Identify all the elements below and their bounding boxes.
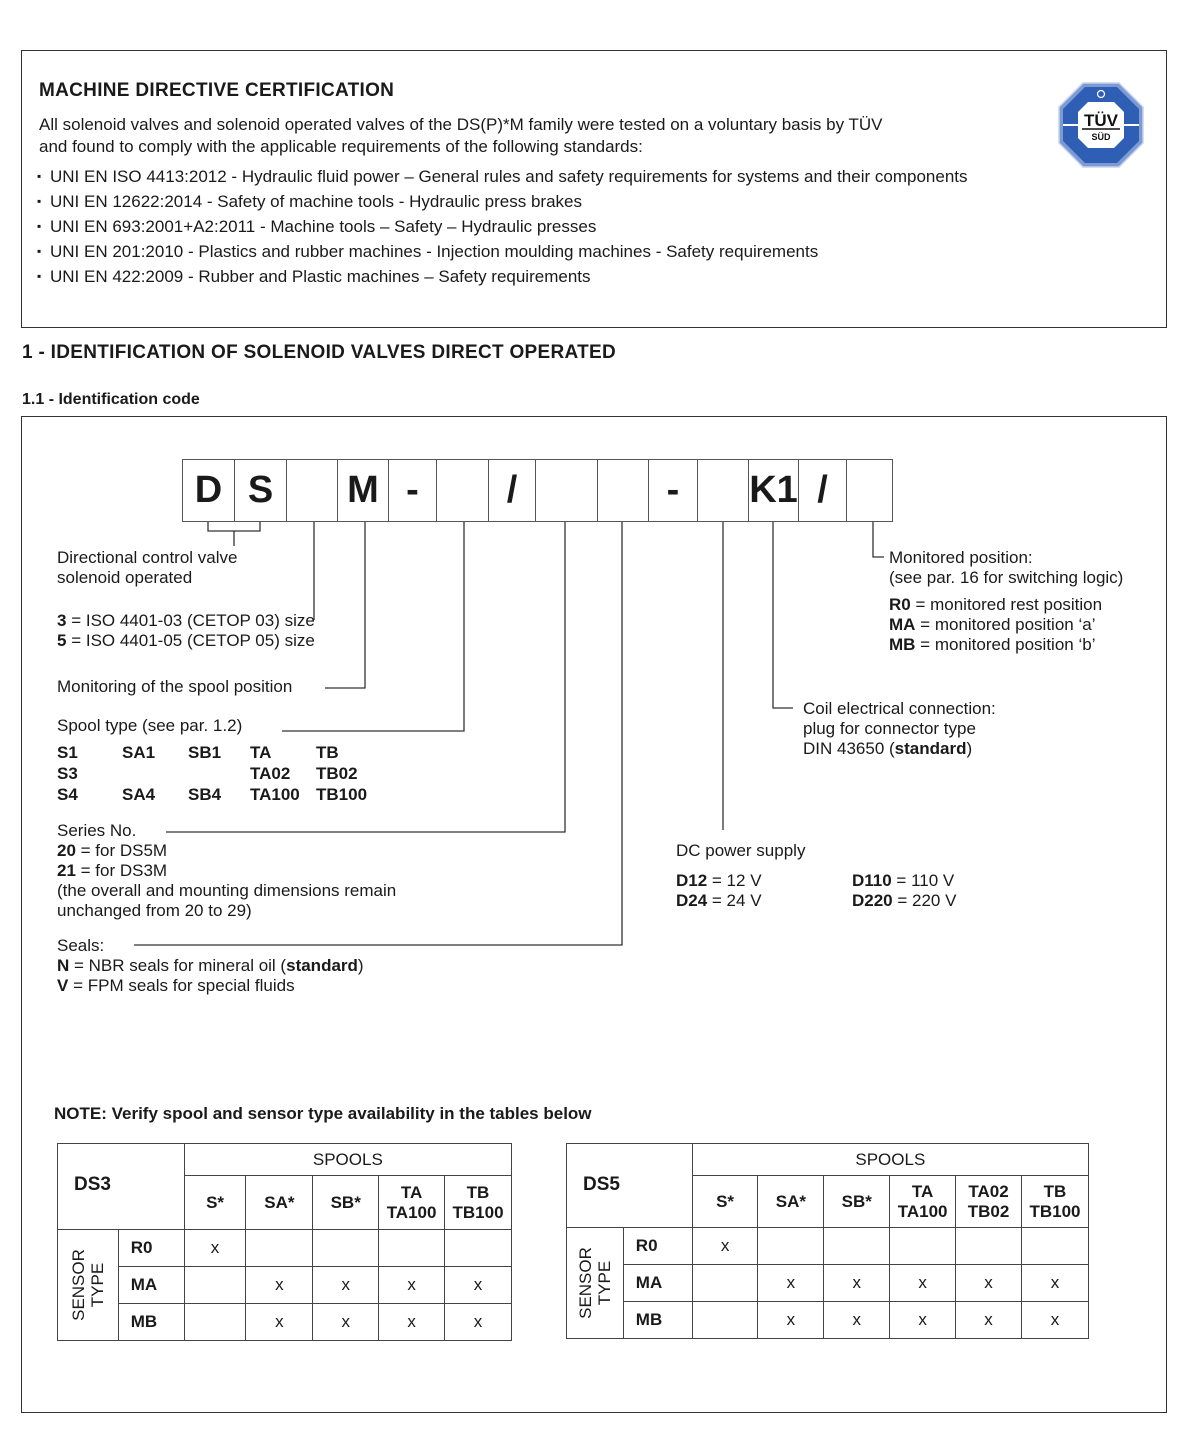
table-cell <box>184 1267 246 1304</box>
column-header: TA TA100 <box>890 1176 956 1228</box>
table-cell: x <box>824 1302 890 1339</box>
code-cell-s: S <box>234 459 287 522</box>
table-cell: x <box>692 1228 758 1265</box>
column-header: SB* <box>313 1176 379 1230</box>
table-cell: x <box>758 1265 824 1302</box>
table-cell: x <box>246 1304 313 1341</box>
table-cell <box>758 1228 824 1265</box>
table-cell: x <box>184 1230 246 1267</box>
code-cell-slash-2: / <box>798 459 847 522</box>
spools-header: SPOOLS <box>184 1144 511 1176</box>
certification-title: MACHINE DIRECTIVE CERTIFICATION <box>39 80 395 101</box>
column-header: SA* <box>758 1176 824 1228</box>
standard-item: ▪ UNI EN 201:2010 - Plastics and rubber machines - Injection moulding machines - Safety requirements <box>37 242 819 261</box>
row-label: MA <box>623 1265 692 1302</box>
size-5: 5 = ISO 4401-05 (CETOP 05) size <box>57 631 315 650</box>
ds5-availability-table <box>566 1143 1089 1339</box>
bullet-icon: ▪ <box>37 244 42 258</box>
spool-row: S1 SA1 SB1 TA TB <box>57 743 339 762</box>
column-header: SA* <box>246 1176 313 1230</box>
table-cell <box>246 1230 313 1267</box>
series-label: Series No. 20 = for DS5M 21 = for DS3M (the overall and mounting dimensions remain unchanged from 20 to 29) <box>57 821 397 920</box>
code-cell-k1: K1 <box>748 459 799 522</box>
availability-note: NOTE: Verify spool and sensor type availability in the tables below <box>54 1104 592 1123</box>
standard-item: ▪ UNI EN 693:2001+A2:2011 - Machine tools – Safety – Hydraulic presses <box>37 217 597 236</box>
row-label: R0 <box>118 1230 184 1267</box>
table-cell <box>379 1230 445 1267</box>
table-cell: x <box>956 1265 1022 1302</box>
size-options <box>57 611 315 651</box>
standard-item: ▪ UNI EN 12622:2014 - Safety of machine tools - Hydraulic press brakes <box>37 192 582 211</box>
column-header: TA TA100 <box>379 1176 445 1230</box>
bullet-icon: ▪ <box>37 194 42 208</box>
table-cell: x <box>445 1304 512 1341</box>
standard-item: ▪ UNI EN 422:2009 - Rubber and Plastic machines – Safety requirements <box>37 267 591 286</box>
table-cell: x <box>379 1304 445 1341</box>
coil-connection-label: Coil electrical connection: plug for connector type DIN 43650 (standard) <box>803 699 996 758</box>
sensor-type-header: SENSOR TYPE <box>567 1228 624 1339</box>
table-cell: x <box>313 1304 379 1341</box>
table-cell <box>956 1228 1022 1265</box>
table-cell <box>890 1228 956 1265</box>
table-cell: x <box>1021 1265 1088 1302</box>
spools-header: SPOOLS <box>692 1144 1088 1176</box>
row-label: MB <box>118 1304 184 1341</box>
table-cell <box>184 1304 246 1341</box>
section-title: 1 - IDENTIFICATION OF SOLENOID VALVES DIRECT OPERATED <box>22 342 617 363</box>
spool-type-label: Spool type (see par. 1.2) <box>57 716 243 735</box>
sensor-type-header: SENSOR TYPE <box>58 1230 119 1341</box>
monitored-position-label: Monitored position: (see par. 16 for switching logic) R0 = monitored rest position MA = monitored position ‘a’ MB = monitored position ‘b’ <box>889 548 1124 654</box>
dc-power-label: DC power supply <box>676 841 806 860</box>
table-cell: x <box>956 1302 1022 1339</box>
intro-line: All solenoid valves and solenoid operated valves of the DS(P)*M family were tested on a voluntary basis by TÜV <box>39 115 883 134</box>
table-name: DS3 <box>58 1144 185 1230</box>
table-cell: x <box>379 1267 445 1304</box>
table-cell: x <box>890 1302 956 1339</box>
code-cell-dash-2: - <box>648 459 698 522</box>
column-header: S* <box>692 1176 758 1228</box>
column-header: S* <box>184 1176 246 1230</box>
table-name: DS5 <box>567 1144 693 1228</box>
spool-type-grid <box>57 742 367 805</box>
monitoring-label: Monitoring of the spool position <box>57 677 293 696</box>
directional-label: Directional control valve solenoid operated <box>57 548 238 587</box>
table-cell: x <box>1021 1302 1088 1339</box>
table-cell: x <box>824 1265 890 1302</box>
voltage-options-left: D12 = 12 V D24 = 24 V <box>676 871 762 910</box>
size-3: 3 = ISO 4401-03 (CETOP 03) size <box>57 611 315 630</box>
standard-item: ▪ UNI EN ISO 4413:2012 - Hydraulic fluid power – General rules and safety requirements for systems and their components <box>37 167 968 186</box>
column-header: TA02 TB02 <box>956 1176 1022 1228</box>
column-header: TB TB100 <box>1021 1176 1088 1228</box>
table-cell: x <box>246 1267 313 1304</box>
spool-row: S3 TA02 TB02 <box>57 764 358 783</box>
svg-text:SÜD: SÜD <box>1091 132 1111 142</box>
column-header: TB TB100 <box>445 1176 512 1230</box>
subsection-title: 1.1 - Identification code <box>22 391 200 408</box>
table-cell: x <box>313 1267 379 1304</box>
ds3-availability-table <box>57 1143 512 1341</box>
table-cell: x <box>445 1267 512 1304</box>
code-cell-dash: - <box>388 459 437 522</box>
row-label: R0 <box>623 1228 692 1265</box>
table-cell <box>1021 1228 1088 1265</box>
row-label: MA <box>118 1267 184 1304</box>
column-header: SB* <box>824 1176 890 1228</box>
code-cell-m: M <box>337 459 389 522</box>
code-cell-d: D <box>182 459 235 522</box>
table-cell: x <box>758 1302 824 1339</box>
intro-line: and found to comply with the applicable requirements of the following standards: <box>39 137 643 156</box>
code-cell-slash: / <box>488 459 536 522</box>
table-cell: x <box>890 1265 956 1302</box>
spool-row: S4 SA4 SB4 TA100 TB100 <box>57 785 368 804</box>
table-cell <box>824 1228 890 1265</box>
bullet-icon: ▪ <box>37 219 42 233</box>
row-label: MB <box>623 1302 692 1339</box>
bullet-icon: ▪ <box>37 169 42 183</box>
table-cell <box>692 1302 758 1339</box>
bullet-icon: ▪ <box>37 269 42 283</box>
table-cell <box>692 1265 758 1302</box>
svg-text:TÜV: TÜV <box>1084 111 1118 130</box>
table-cell <box>313 1230 379 1267</box>
seals-label: Seals: N = NBR seals for mineral oil (standard) V = FPM seals for special fluids <box>57 936 364 995</box>
table-cell <box>445 1230 512 1267</box>
voltage-options-right: D110 = 110 V D220 = 220 V <box>852 871 957 910</box>
